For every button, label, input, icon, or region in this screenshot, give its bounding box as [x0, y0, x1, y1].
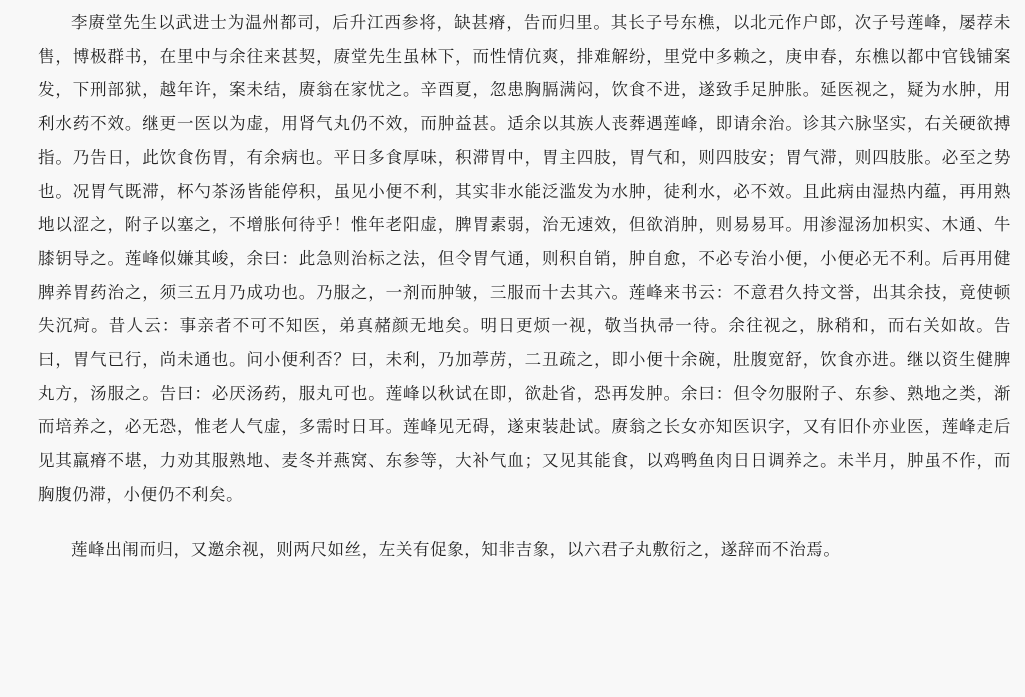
paragraph-2: 莲峰出闱而归，又邀余视，则两尺如丝，左关有促象，知非吉象，以六君子丸敷衍之，遂辞而不治焉。: [71, 539, 841, 559]
paragraph-1: 李赓堂先生以武进士为温州都司，后升江西参将，缺甚瘠，告而归里。其长子号东樵，以北元作户郎，次子号莲峰，屡荐未售，博极群书，在里中与余往来甚契，赓堂先生虽林下，而性情伉爽，排难解纷，里党中多赖之，庚申春，东樵以都中官钱铺案发，下刑部狱，越年许，案未结，赓翁在家忧之。辛酉夏，忽患胸膈满闷，饮食不进，遂致手足肿胀。延医视之，疑为水肿，用利水药不效。继更一医以为虚，用肾气丸仍不效，而肿益甚。适余以其族人丧葬遇莲峰，即请余治。诊其六脉坚实，右关硬欲搏指。乃告日，此饮食伤胃，有余病也。平日多食厚味，积滞胃中，胃主四肢，胃气和，则四肢安；胃气滞，则四肢胀。必至之势也。况胃气既滞，杯勺茶汤皆能停积，虽见小便不利，其实非水能泛滥发为水肿，徒利水，必不效。且此病由湿热内蕴，再用熟地以涩之，附子以塞之，不增胀何待乎！惟年老阳虚，脾胃素弱，治无速效，但欲消肿，则易易耳。用渗湿汤加枳实、木通、牛膝钥导之。莲峰似嫌其峻，余曰：此急则治标之法，但令胃气通，则积自销，肿自愈，不必专治小便，小便必无不利。后再用健脾养胃药治之，须三五月乃成功也。乃服之，一剂而肿皱，三服而十去其六。莲峰来书云：不意君久持文誉，出其余技，竟使顿失沉疴。昔人云：事亲者不可不知医，弟真赭颜无地矣。明日更烦一视，敬当执帚一待。余往视之，脉稍和，而右关如故。告曰，胃气已行，尚未通也。问小便利否？曰，未利，乃加葶苈，二丑疏之，即小便十余碗，肚腹宽舒，饮食亦进。继以资生健脾丸方，汤服之。告曰：必厌汤药，服丸可也。莲峰以秋试在即，欲赴省，恐再发肿。余曰：但令勿服附子、东参、熟地之类，渐而培养之，必无恐，惟老人气虚，多需时日耳。莲峰见无碍，遂束装赴试。赓翁之长女亦知医识字，又有旧仆亦业医，莲峰走后见其羸瘠不堪，力劝其服熟地、麦冬并燕窝、东参等，大补气血；又见其能食，以鸡鸭鱼肉日日调养之。未半月，肿虽不作，而胸腹仍滞，小便仍不利矣。: [38, 13, 1011, 504]
